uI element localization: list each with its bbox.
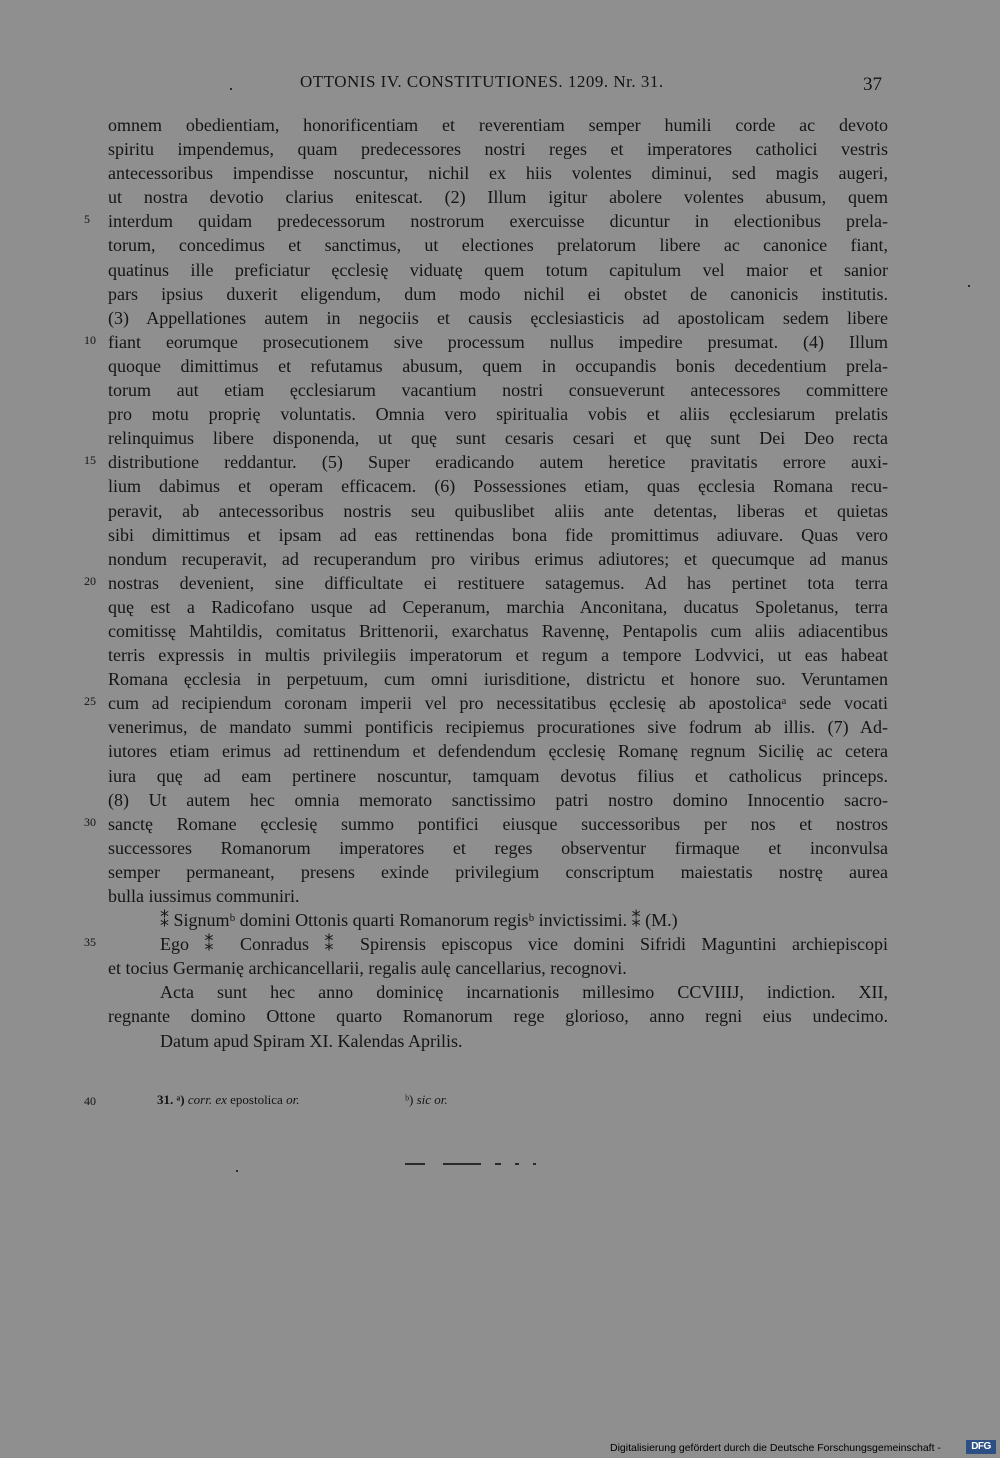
text-line [0,354,1000,378]
rule-fragment [443,1163,481,1165]
line-text: quoque dimittimus et refutamus abusum, quem in occupandis bonis decedentium prela- [108,355,888,376]
rule-fragment [495,1163,501,1165]
text-line [0,378,1000,402]
line-text: lium dabimus et operam efficacem. (6) Possessiones etiam, quas ęcclesia Romana recu- [108,476,888,497]
text-line [0,233,1000,257]
line-number: 10 [84,332,96,347]
text-line [0,282,1000,306]
text-line [0,474,1000,498]
line-text: Acta sunt hec anno dominicę incarnationis millesimo CCVIIIJ, indiction. XII, [160,982,888,1003]
line-text: et tocius Germanię archicancellarii, regalis aulę cancellarius, recognovi. [108,958,627,979]
text-line [0,619,1000,643]
footnote-a-suffix: or. [286,1092,300,1107]
line-text: peravit, ab antecessoribus nostris seu quibuslibet aliis ante detentas, liberas et quietas [108,500,888,521]
line-number: 15 [84,453,96,468]
line-text: ut nostra devotio clarius enitescat. (2) Illum igitur abolere volentes abusum, quem [108,187,888,208]
footnote-line-number: 40 [84,1094,96,1108]
text-line [0,113,1000,137]
line-text: quatinus ille preficiatur ęcclesię viduatę quem totum capitulum vel maior et sanior [108,259,888,280]
footnotes [0,1092,1000,1112]
scan-speck [230,88,232,90]
page-number: 37 [863,74,882,95]
text-line [0,426,1000,450]
text-line [0,209,1000,233]
text-line [0,330,1000,354]
line-text: nostras devenient, sine difficultate ei restituere satagemus. Ad has pertinet tota terra [108,572,888,593]
line-text: pro motu proprię voluntatis. Omnia vero spiritualia vobis et aliis ęcclesiarum prelatis [108,404,888,425]
line-text: iura quę ad eam pertinere noscuntur, tamquam devotus filius et catholicus princeps. [108,765,888,786]
text-line [0,812,1000,836]
line-text: Ego ⁑ Conradus ⁑ Spirensis episcopus vice domini Sifridi Maguntini archiepiscopi [160,934,888,955]
line-text: (8) Ut autem hec omnia memorato sanctissimo patri nostro domino Innocentio sacro- [108,789,888,810]
line-text: sibi dimittimus et ipsam ad eas rettinendas bona fide promittimus adiuvare. Quas vero [108,524,888,545]
text-line [0,258,1000,282]
text-line [0,836,1000,860]
line-text: antecessoribus impendisse noscuntur, nichil ex hiis volentes diminui, sed magis augeri, [108,163,888,184]
text-line [0,884,1000,908]
text-line [0,306,1000,330]
line-text: distributione reddantur. (5) Super eradicando autem heretice pravitatis errore auxi- [108,452,888,473]
text-line [0,402,1000,426]
line-text: Romana ęcclesia in perpetuum, cum omni iurisditione, districtu et honore suo. Veruntamen [108,669,888,690]
line-text: spiritu impendemus, quam predecessores nostri reges et imperatores catholici vestris [108,139,888,160]
line-number: 5 [84,212,90,227]
line-text: Datum apud Spiram XI. Kalendas Aprilis. [160,1030,463,1051]
text-line [0,499,1000,523]
line-text: quę est a Radicofano usque ad Ceperanum, marchia Anconitana, ducatus Spoletanus, terra [108,596,888,617]
text-line [0,764,1000,788]
line-text: relinquimus libere disponenda, ut quę sunt cesaris cesari et quę sunt Dei Deo recta [108,428,888,449]
line-number: 30 [84,814,96,829]
text-line [0,161,1000,185]
running-head [0,72,1000,100]
footnote-a [157,1092,299,1108]
line-number: 25 [84,694,96,709]
rule-fragment [533,1163,536,1165]
line-text: torum aut etiam ęcclesiarum vacantium nostri consueverunt antecessores committere [108,380,888,401]
body-text [0,113,1000,1053]
line-text: successores Romanorum imperatores et reges observentur firmaque et inconvulsa [108,837,888,858]
line-text: torum, concedimus et sanctimus, ut electiones prelatorum libere ac canonice fiant, [108,235,888,256]
line-text: iutores etiam erimus ad rettinendum et defendendum ęcclesię Romanę regnum Sicilię ac cetera [108,741,888,762]
scan-speck [236,1170,238,1172]
line-text: comitissę Mahtildis, comitatus Brittenorii, exarchatus Ravennę, Pentapolis cum aliis adiacentibus [108,620,888,641]
text-line [0,908,1000,932]
footnote-a-marker: 31. ᵃ) [157,1092,185,1107]
text-line [0,691,1000,715]
text-line [0,860,1000,884]
line-text: interdum quidam predecessorum nostrorum exercuisse dicuntur in electionibus prela- [108,211,888,232]
print-rule-fragments [405,1163,555,1166]
line-text: cum ad recipiendum coronam imperii vel pro necessitatibus ęcclesię ab apostolicaᵃ sede vocati [108,693,888,714]
funding-notice [610,1440,1000,1456]
text-line [0,715,1000,739]
footnote-a-text: corr. ex [187,1092,227,1107]
text-line [0,547,1000,571]
funding-text: Digitalisierung gefördert durch die Deutsche Forschungsgemeinschaft - [610,1442,941,1454]
text-line [0,1029,1000,1053]
text-line [0,523,1000,547]
footnote-a-word: epostolica [230,1092,283,1107]
text-line [0,185,1000,209]
line-text: (3) Appellationes autem in negociis et causis ęcclesiasticis ad apostolicam sedem libere [108,307,888,328]
line-text: omnem obedientiam, honorificentiam et reverentiam semper humili corde ac devoto [108,115,888,135]
text-line [0,571,1000,595]
line-text: regnante domino Ottone quarto Romanorum rege glorioso, anno regni eius undecimo. [108,1006,888,1027]
text-line [0,956,1000,980]
line-text: fiant eorumque prosecutionem sive processum nullus impedire presumat. (4) Illum [108,331,888,352]
line-text: venerimus, de mandato summi pontificis recipiemus procurationes sive fodrum ab illis. (7) Ad- [108,717,888,738]
scan-speck [968,285,970,287]
line-number: 20 [84,573,96,588]
line-text: sanctę Romane ęcclesię summo pontifici eiusque successoribus per nos et nostros [108,813,888,834]
dfg-logo: DFG [966,1440,996,1454]
text-line [0,137,1000,161]
text-line [0,643,1000,667]
line-text: pars ipsius duxerit eligendum, dum modo nichil ei obstet de canonicis institutis. [108,283,888,304]
running-title: OTTONIS IV. CONSTITUTIONES. 1209. Nr. 31. [300,72,664,91]
footnote-b [405,1092,448,1108]
text-line [0,667,1000,691]
text-line [0,450,1000,474]
line-text: nondum recuperavit, ad recuperandum pro viribus erimus adiutores; et quecumque ad manus [108,548,888,569]
rule-fragment [515,1163,519,1165]
line-text: ⁑ Signumᵇ domini Ottonis quarti Romanorum regisᵇ invictissimi. ⁑ (M.) [160,910,678,931]
text-line [0,932,1000,956]
line-number: 35 [84,935,96,950]
text-line [0,980,1000,1004]
line-text: semper permaneant, presens exinde privilegium conscriptum maiestatis nostrę aurea [108,861,888,882]
footnote-b-marker: ᵇ) [405,1092,414,1107]
text-line [0,1004,1000,1028]
line-text: bulla iussimus communiri. [108,886,300,906]
footnote-b-text: sic or. [416,1092,448,1107]
text-line [0,739,1000,763]
text-line [0,595,1000,619]
rule-fragment [405,1163,425,1165]
text-line [0,788,1000,812]
line-text: terris expressis in multis privilegiis imperatorum et regum a tempore Lodvvici, ut eas habeat [108,645,888,666]
